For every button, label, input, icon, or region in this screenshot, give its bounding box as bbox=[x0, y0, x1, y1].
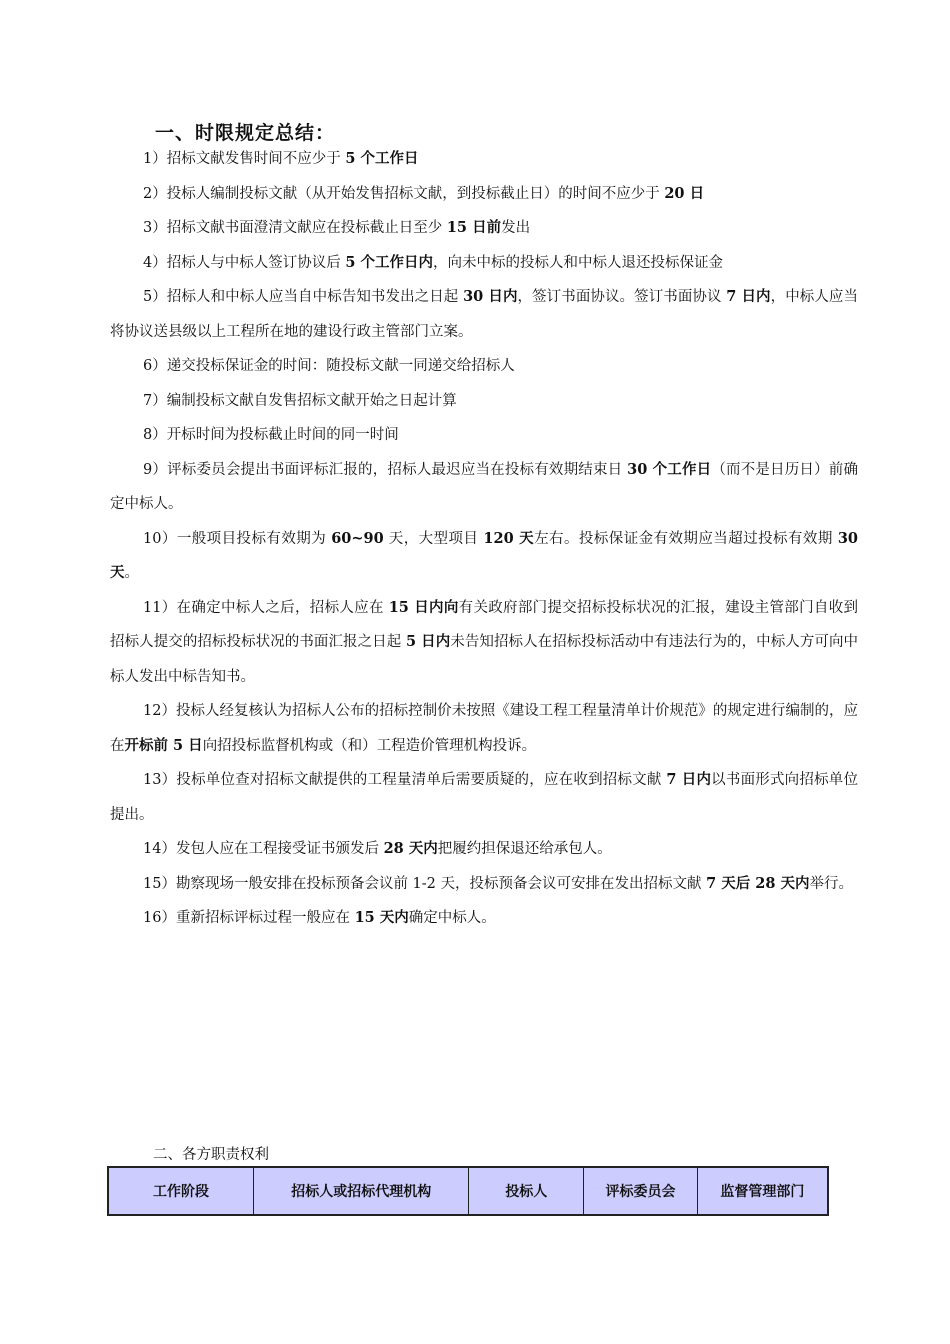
item-text: 确定中标人。 bbox=[408, 910, 496, 926]
table-header-bidder: 投标人 bbox=[469, 1167, 584, 1215]
item-text: 。 bbox=[124, 565, 139, 581]
emphasis-text: 7 日内 bbox=[666, 771, 712, 788]
item-text: 16）重新招标评标过程一般应在 bbox=[143, 910, 355, 926]
item-text: 9）评标委员会提出书面评标汇报的，招标人最迟应当在投标有效期结束日 bbox=[143, 461, 628, 478]
item-text: 向招投标监督机构或（和）工程造价管理机构投诉。 bbox=[202, 737, 537, 754]
table-header-tenderer: 招标人或招标代理机构 bbox=[254, 1167, 469, 1215]
emphasis-text: 5 个工作日内 bbox=[345, 253, 433, 271]
list-item bbox=[110, 177, 858, 212]
item-text: 7）编制投标文献自发售招标文献开始之日起计算 bbox=[143, 392, 457, 409]
section2-heading: 二、各方职责权利 bbox=[153, 1147, 269, 1163]
emphasis-text: 15 天内 bbox=[354, 909, 409, 926]
item-text: ，中标人应当将协议送县级以上工程所在地的建设行政主管部门立案。 bbox=[110, 289, 858, 340]
table-header-supervisor: 监督管理部门 bbox=[697, 1167, 828, 1215]
table-header-row bbox=[108, 1167, 828, 1215]
item-text: 举行。 bbox=[809, 875, 854, 892]
item-text: 13）投标单位查对招标文献提供的工程量清单后需要质疑的，应在收到招标文献 bbox=[143, 772, 667, 788]
list-item bbox=[110, 349, 858, 384]
item-text: 未告知招标人在招标投标活动中有违法行为的，中标人方可向中标人发出中标告知书。 bbox=[110, 634, 859, 685]
item-text: 10）一般项目投标有效期为 bbox=[143, 530, 332, 547]
emphasis-text: 15 日前 bbox=[446, 219, 502, 236]
item-text: 15）勘察现场一般安排在投标预备会议前 1-2 天，投标预备会议可安排在发出招标文献 bbox=[143, 875, 707, 892]
item-text: 5）招标人和中标人应当自中标告知书发出之日起 bbox=[143, 289, 464, 305]
list-item bbox=[110, 418, 858, 453]
list-item bbox=[110, 867, 858, 902]
list-item bbox=[110, 246, 858, 281]
item-text: 8）开标时间为投标截止时间的同一时间 bbox=[143, 427, 399, 443]
item-text: 有关政府部门提交招标投标状况的汇报，建设主管部门自收到招标人提交的招标投标状况的书面汇报之日起 bbox=[110, 599, 858, 650]
list-item bbox=[110, 384, 858, 419]
table-header-committee: 评标委员会 bbox=[584, 1167, 698, 1215]
list-item bbox=[110, 522, 858, 591]
duties-table bbox=[107, 1166, 829, 1216]
emphasis-text: 5 个工作日 bbox=[345, 150, 419, 167]
emphasis-text: 30 日内 bbox=[463, 288, 518, 305]
item-text: （而不是日历日）前确定中标人。 bbox=[110, 461, 858, 512]
emphasis-text: 7 日内 bbox=[726, 288, 771, 305]
item-text: 把履约担保退还给承包人。 bbox=[437, 841, 612, 857]
item-text: 3）招标文献书面澄清文献应在投标截止日至少 bbox=[143, 220, 447, 236]
item-text: ，向未中标的投标人和中标人退还投标保证金 bbox=[432, 254, 723, 271]
item-text: 天，大型项目 bbox=[383, 530, 484, 547]
emphasis-text: 15 日内向 bbox=[388, 598, 459, 616]
item-text: 11）在确定中标人之后，招标人应在 bbox=[143, 599, 389, 616]
item-text: 1）招标文献发售时间不应少于 bbox=[143, 151, 346, 167]
list-item bbox=[110, 832, 858, 867]
item-text: 发出 bbox=[501, 220, 531, 236]
item-text: 14）发包人应在工程接受证书颁发后 bbox=[143, 841, 384, 857]
emphasis-text: 5 日内 bbox=[405, 633, 451, 650]
item-text: 左右。投标保证金有效期应当超过投标有效期 bbox=[534, 530, 838, 547]
emphasis-text: 20 日 bbox=[664, 184, 705, 202]
emphasis-text: 120 天 bbox=[483, 529, 535, 547]
list-item bbox=[110, 142, 858, 177]
item-text: 12）投标人经复核认为招标人公布的招标控制价未按照《建设工程工程量清单计价规范》的规定进行编制的，应在 bbox=[110, 703, 858, 754]
list-item bbox=[110, 453, 858, 522]
emphasis-text: 开标前 5 日 bbox=[124, 736, 203, 754]
list-item bbox=[110, 280, 858, 349]
table-header-stage: 工作阶段 bbox=[108, 1167, 254, 1215]
emphasis-text: 28 天内 bbox=[383, 840, 438, 857]
section1-heading: 一、时限规定总结： bbox=[155, 122, 336, 144]
item-text: 6）递交投标保证金的时间：随投标文献一同递交给招标人 bbox=[143, 358, 515, 374]
emphasis-text: 7 天后 28 天内 bbox=[706, 874, 810, 892]
list-item bbox=[110, 591, 858, 695]
emphasis-text: 30 天 bbox=[110, 529, 858, 581]
item-text: 2）投标人编制投标文献（从开始发售招标文献，到投标截止日）的时间不应少于 bbox=[143, 185, 665, 202]
emphasis-text: 30 个工作日 bbox=[627, 460, 712, 478]
item-text: 4）招标人与中标人签订协议后 bbox=[143, 254, 346, 271]
list-item bbox=[110, 694, 858, 763]
item-text: 以书面形式向招标单位提出。 bbox=[110, 772, 858, 823]
list-item bbox=[110, 901, 858, 936]
list-item bbox=[110, 211, 858, 246]
list-item bbox=[110, 763, 858, 832]
item-text: ，签订书面协议。签订书面协议 bbox=[517, 289, 727, 305]
time-limit-list bbox=[110, 142, 858, 936]
emphasis-text: 60~90 bbox=[331, 529, 384, 547]
